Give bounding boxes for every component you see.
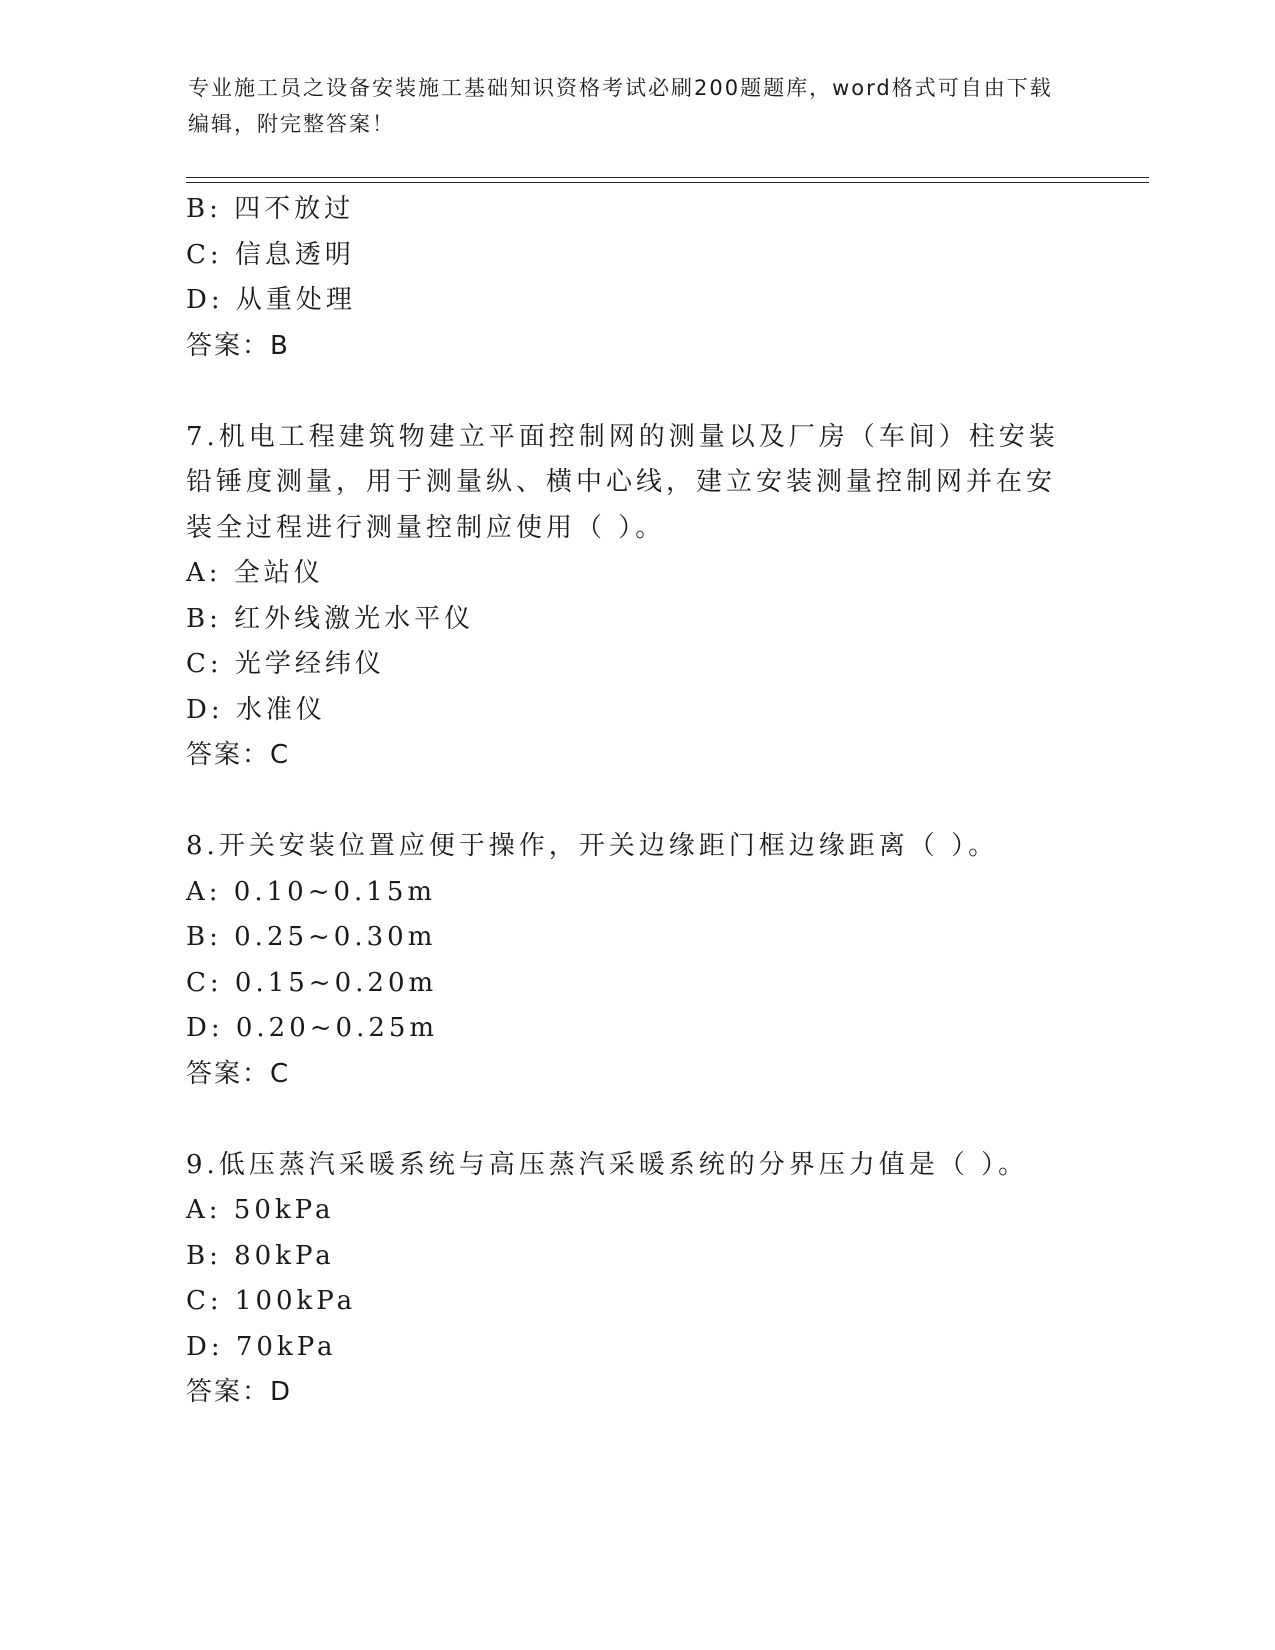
- prev-question-tail: [186, 187, 1086, 369]
- option-d: D: 从重处理: [186, 285, 356, 315]
- question-7: [186, 415, 1086, 779]
- answer-line: 答案：D: [186, 1377, 293, 1407]
- answer-line: 答案：B: [186, 330, 290, 361]
- option-d: D: 水准仪: [186, 694, 326, 725]
- option-c: C: 0.15~0.20m: [186, 967, 438, 998]
- option-d: D: 70kPa: [186, 1331, 337, 1362]
- option-d: D: 0.20~0.25m: [186, 1013, 439, 1043]
- question-stem: 7.机电工程建筑物建立平面控制网的测量以及厂房（车间）柱安装铅锤度测量，用于测量纵、横中心线，建立安装测量控制网并在安装全过程进行测量控制应使用（ ）。: [186, 421, 1059, 543]
- document-body: [186, 187, 1086, 1416]
- question-stem: 8.开关安装位置应便于操作，开关边缘距门框边缘距离（ ）。: [186, 831, 999, 861]
- option-c: C: 信息透明: [186, 239, 355, 270]
- question-stem: 9.低压蒸汽采暖系统与高压蒸汽采暖系统的分界压力值是（ ）。: [186, 1149, 1029, 1180]
- answer-line: 答案：C: [186, 740, 291, 770]
- option-b: B: 80kPa: [186, 1240, 335, 1271]
- answer-line: 答案：C: [186, 1058, 291, 1089]
- option-c: C: 100kPa: [186, 1286, 357, 1316]
- option-c: C: 光学经纬仪: [186, 649, 385, 679]
- header-divider-top: [186, 177, 1149, 178]
- option-a: A: 0.10~0.15m: [186, 876, 437, 907]
- option-b: B: 四不放过: [186, 194, 355, 224]
- option-a: A: 50kPa: [186, 1195, 335, 1225]
- question-8: [186, 824, 1086, 1097]
- option-a: A: 全站仪: [186, 558, 324, 588]
- option-b: B: 红外线激光水平仪: [186, 603, 475, 634]
- header-divider-bottom: [186, 182, 1149, 183]
- document-header: 专业施工员之设备安装施工基础知识资格考试必刷200题题库，word格式可自由下载编辑，附完整答案！: [188, 76, 1053, 136]
- question-9: [186, 1143, 1086, 1416]
- option-b: B: 0.25~0.30m: [186, 922, 437, 952]
